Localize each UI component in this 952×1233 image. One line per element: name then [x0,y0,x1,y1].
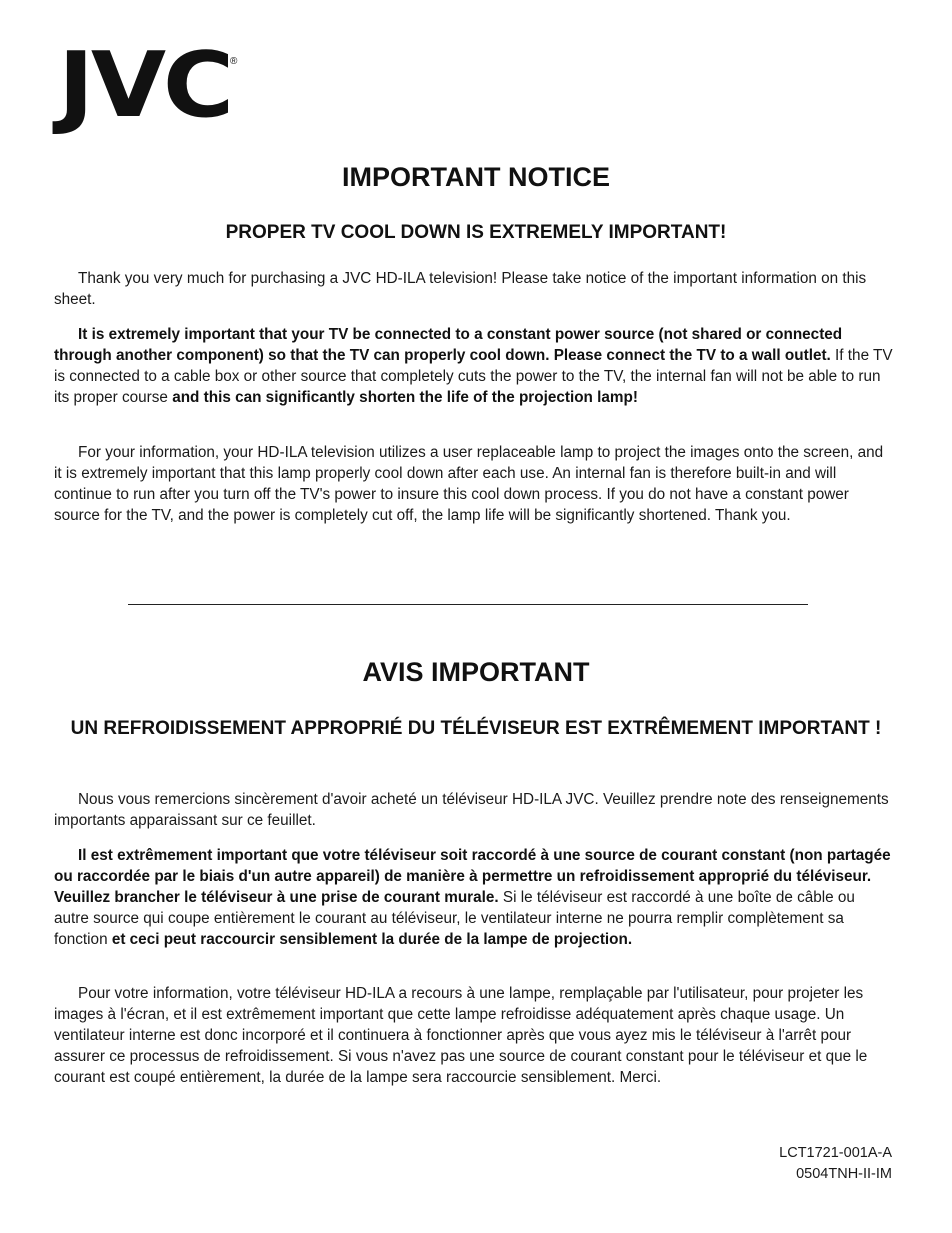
english-warning-paragraph [54,324,894,408]
french-warning-bold-1: Il est extrêmement important que votre téléviseur soit raccordé à une source de courant constant (non partagée ou raccordée par le biais d'un autre appareil) de manière à permettre un refroidissement approprié du téléviseur. Veuillez brancher le téléviseur à une prise de courant murale. [54,847,891,906]
english-subtitle: PROPER TV COOL DOWN IS EXTREMELY IMPORTANT! [225,222,727,243]
section-divider [128,604,808,605]
registered-mark: ® [230,56,238,67]
english-warning-text: If the TV is connected to a cable box or other source that completely cuts the power to the TV, the internal fan will not be able to run its proper course [54,347,893,406]
french-warning-bold-2: et ceci peut raccourcir sensiblement la durée de la lampe de projection. [111,931,633,948]
english-warning-bold-2: and this can significantly shorten the life of the projection lamp! [172,389,638,406]
english-warning-bold-1: It is extremely important that your TV be connected to a constant power source (not shared or connected through another component) so that the TV can properly cool down. Please connect the TV to a wall outlet. [54,326,843,364]
jvc-logo: JVC [58,33,232,138]
french-warning-text: Si le téléviseur est raccordé à une boîte de câble ou autre source qui coupe entièrement le courant au téléviseur, le ventilateur interne ne pourra remplir complètement sa fonction [54,889,855,948]
english-info-paragraph: For your information, your HD-ILA television utilizes a user replaceable lamp to project the images onto the screen, and it is extremely important that this lamp properly cool down after each use. An internal fan is therefore built-in and will continue to run after you turn off the TV's power to insure this cool down process. If you do not have a constant power source for the TV, and the power is completely cut off, the lamp life will be significantly shortened. Thank you. [54,444,884,524]
french-subtitle: UN REFROIDISSEMENT APPROPRIÉ DU TÉLÉVISEUR EST EXTRÊMEMENT IMPORTANT ! [70,718,882,739]
document-code-2: 0504TNH-II-IM [796,1166,892,1182]
french-title: AVIS IMPORTANT [362,657,590,687]
french-info-paragraph: Pour votre information, votre téléviseur HD-ILA a recours à une lampe, remplaçable par l'utilisateur, pour projeter les images à l'écran, et il est extrêmement important que cette lampe refroidisse adéquatement après chaque usage. Un ventilateur interne est donc incorporé et il continuera à fonctionner après que vous ayez mis le téléviseur à l'arrêt pour assurer ce processus de refroidissement. Si vous n'avez pas une source de courant constant pour le téléviseur et que le courant est coupé entièrement, la durée de la lampe sera raccourcie sensiblement. Merci. [54,985,868,1086]
french-warning-paragraph [54,845,894,950]
french-intro-paragraph: Nous vous remercions sincèrement d'avoir acheté un téléviseur HD-ILA JVC. Veuillez prendre note des renseignements importants apparaissant sur ce feuillet. [54,791,889,829]
english-intro-paragraph: Thank you very much for purchasing a JVC HD-ILA television! Please take notice of the important information on this sheet. [54,270,867,308]
document-code-1: LCT1721-001A-A [779,1145,892,1161]
english-title: IMPORTANT NOTICE [342,162,610,192]
